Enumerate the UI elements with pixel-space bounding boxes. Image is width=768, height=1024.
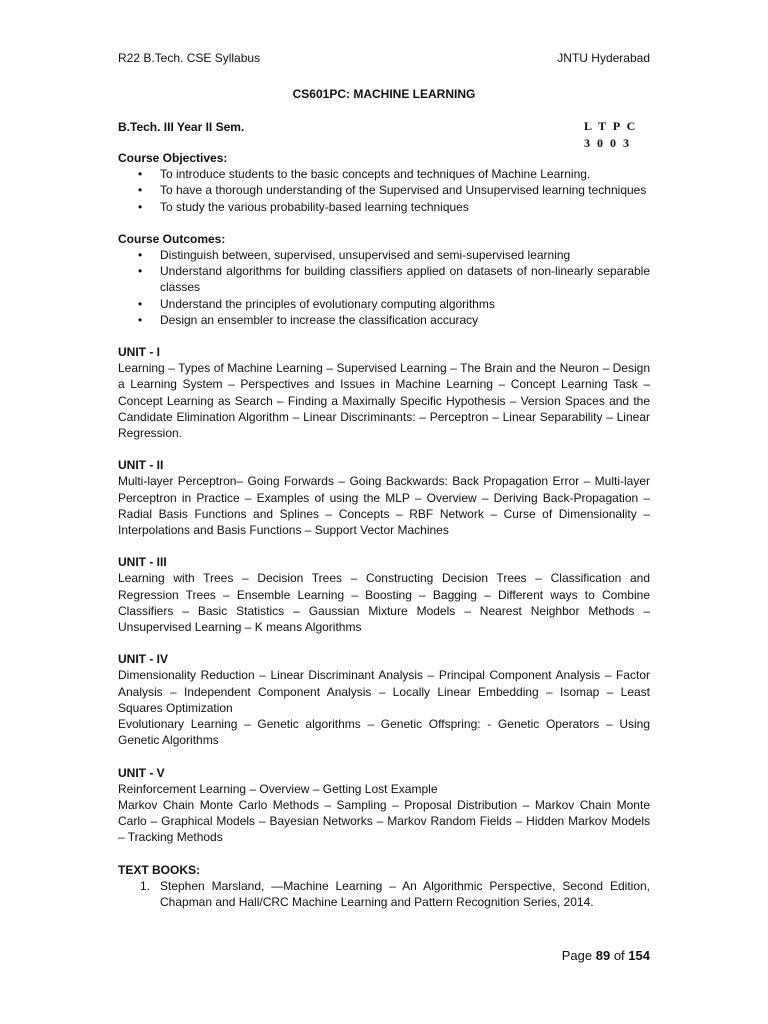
bullet-icon: •	[138, 167, 143, 182]
objectives-list	[118, 166, 650, 215]
list-item: • Understand algorithms for building classifiers applied on datasets of non-linearly separable classes	[138, 264, 650, 295]
bullet-icon: •	[138, 199, 143, 214]
bullet-icon: •	[138, 312, 143, 327]
unit-4-heading: UNIT - IV	[118, 652, 168, 667]
list-item: 1. Stephen Marsland, ―Machine Learning – An Algorithmic Perspective, Second Edition, Chapman and Hall/CRC Machine Learning and Pattern Recognition Series, 2014.	[140, 878, 650, 909]
unit-3-heading: UNIT - III	[118, 555, 167, 570]
ltpc-labels: L T P C	[584, 119, 636, 133]
list-item: • To have a thorough understanding of the Supervised and Unsupervised learning techniques	[138, 183, 647, 198]
unit-5-text: Markov Chain Monte Carlo Methods – Sampling – Proposal Distribution – Markov Chain Monte Carlo – Graphical Models – Bayesian Networks – Markov Random Fields – Hidden Markov Models – Tracking Methods	[118, 797, 650, 845]
list-item: • To study the various probability-based learning techniques	[138, 199, 469, 214]
list-item: • To introduce students to the basic concepts and techniques of Machine Learning.	[138, 167, 591, 182]
course-title: CS601PC: MACHINE LEARNING	[292, 87, 476, 101]
bullet-icon: •	[138, 264, 143, 279]
bullet-icon: •	[138, 183, 143, 198]
list-item: • Understand the principles of evolutionary computing algorithms	[138, 296, 495, 311]
unit-4-text: Dimensionality Reduction – Linear Discriminant Analysis – Principal Component Analysis – Factor Analysis – Independent Component Analysis – Locally Linear Embedding – Isomap – Least Squares Optimization	[118, 668, 650, 715]
list-item: • Design an ensembler to increase the classification accuracy	[138, 312, 479, 327]
unit-1-text: Learning – Types of Machine Learning – Supervised Learning – The Brain and the Neuron – Design a Learning System – Perspectives and Issues in Machine Learning – Concept Learning Task – Concept Learning as Search – Finding a Maximally Specific Hypothesis – Version Spaces and the Candidate Elimination Algorithm – Linear Discriminants: – Perceptron – Linear Separability – Linear Regression.	[118, 361, 650, 441]
textbooks-list	[118, 878, 650, 910]
semester-label: B.Tech. III Year II Sem.	[118, 120, 245, 134]
ltpc-values: 3 0 0 3	[584, 136, 629, 150]
objectives-heading: Course Objectives:	[118, 151, 228, 165]
unit-3-text: Learning with Trees – Decision Trees – Constructing Decision Trees – Classification and Regression Trees – Ensemble Learning – Boosting – Bagging – Different ways to Combine Classifiers – Basic Statistics – Gaussian Mixture Models – Nearest Neighbor Methods – Unsupervised Learning – K means Algorithms	[118, 571, 650, 635]
header-left-text: R22 B.Tech. CSE Syllabus	[118, 51, 261, 65]
textbooks-heading: TEXT BOOKS:	[118, 862, 201, 877]
unit-2-text: Multi-layer Perceptron– Going Forwards – Going Backwards: Back Propagation Error – Multi-layer Perceptron in Practice – Examples of using the MLP – Overview – Deriving Back-Propagation – Radial Basis Functions and Splines – Concepts – RBF Network – Curse of Dimensionality – Interpolations and Basis Functions – Support Vector Machines	[118, 474, 650, 538]
list-item: • Distinguish between, supervised, unsupervised and semi-supervised learning	[138, 248, 571, 263]
ltpc-table	[584, 119, 635, 153]
syllabus-content	[118, 150, 650, 910]
page-header	[118, 51, 650, 67]
bullet-icon: •	[138, 296, 143, 311]
page-number: Page 89 of 154	[561, 948, 650, 963]
unit-5-heading: UNIT - V	[118, 765, 165, 780]
outcomes-heading: Course Outcomes:	[118, 231, 226, 246]
outcomes-list	[118, 247, 650, 328]
header-right-text: JNTU Hyderabad	[557, 51, 650, 65]
unit-2-heading: UNIT - II	[118, 458, 164, 473]
unit-4-text: Evolutionary Learning – Genetic algorithms – Genetic Offspring: - Genetic Operators – Using Genetic Algorithms	[118, 717, 650, 748]
unit-5-text: Reinforcement Learning – Overview – Getting Lost Example	[118, 781, 438, 796]
bullet-icon: •	[138, 248, 143, 263]
unit-1-heading: UNIT - I	[118, 345, 160, 360]
